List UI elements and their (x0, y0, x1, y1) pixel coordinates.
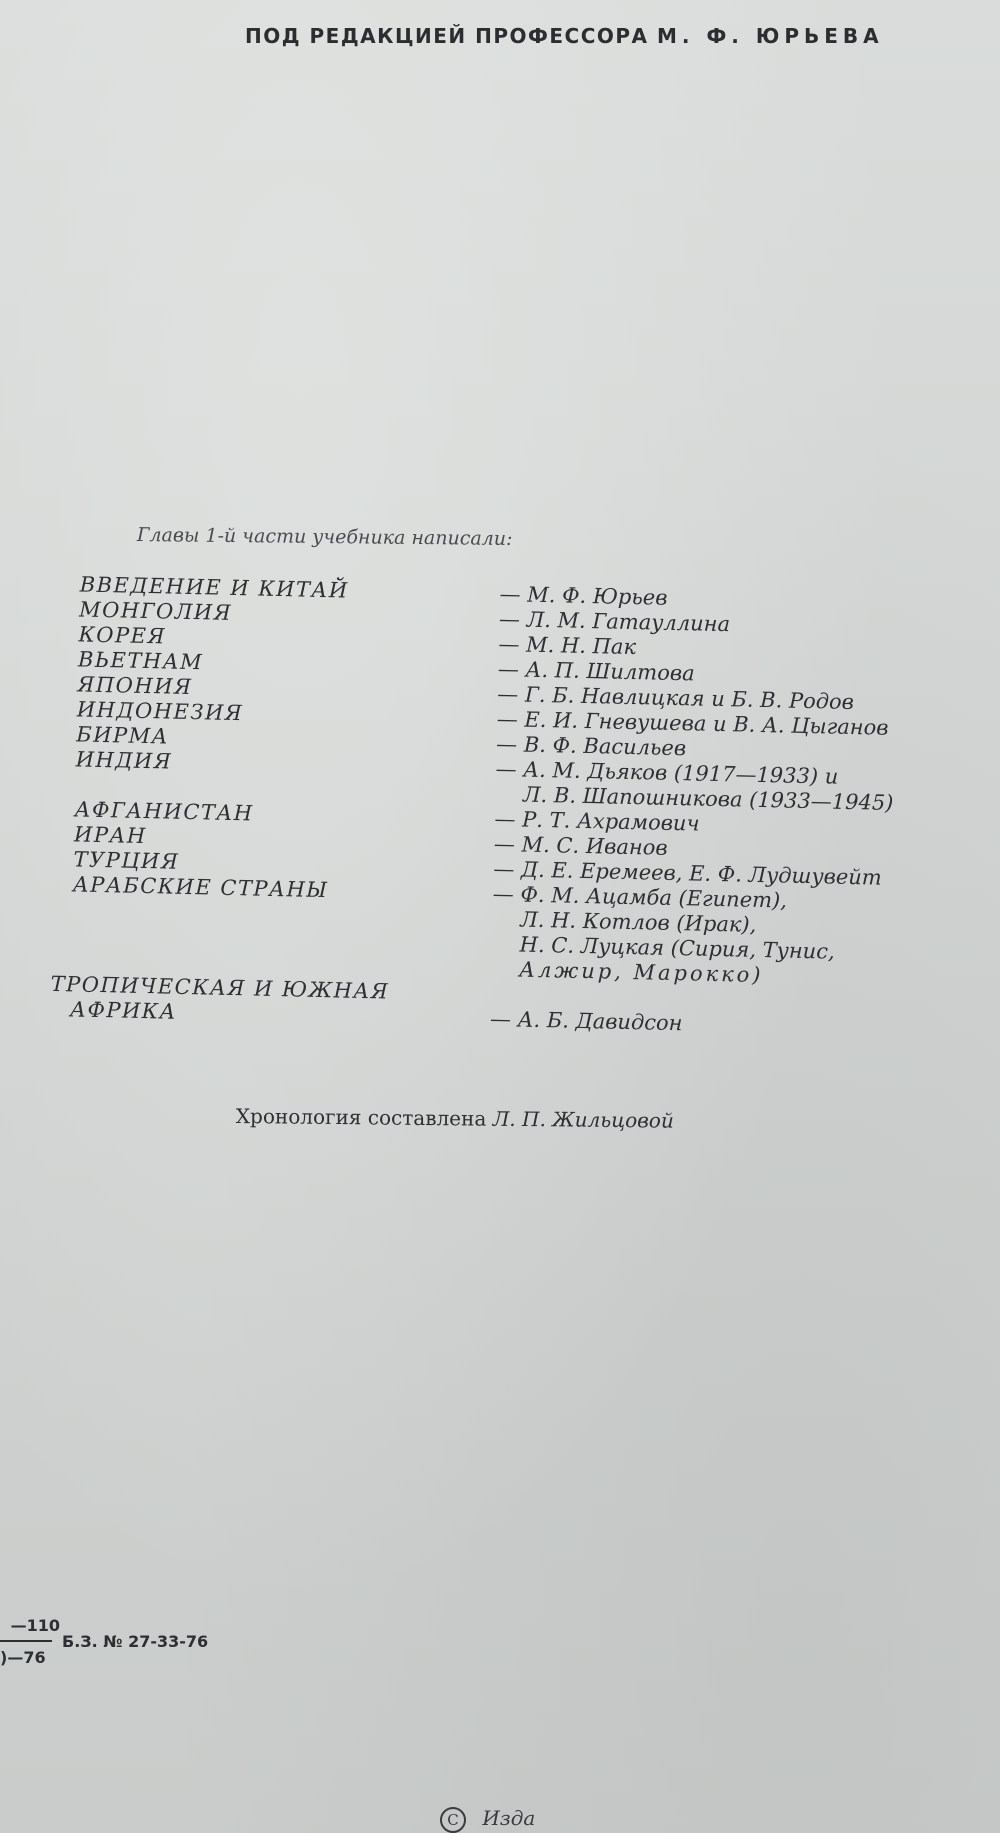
author-name: — М. Ф. Юрьев (499, 581, 668, 610)
region-label: МОНГОЛИЯ (78, 597, 233, 625)
chronology-credit (236, 1104, 674, 1133)
chronology-author: Л. П. Жильцовой (492, 1106, 674, 1133)
region-label: АФГАНИСТАН (74, 797, 254, 826)
author-name: — Е. И. Гневушева и В. А. Цыганов (496, 706, 889, 740)
region-label: КОРЕЯ (78, 622, 167, 649)
region-label: ИНДИЯ (75, 747, 173, 774)
author-name-continued: Л. Н. Котлов (Ирак), (519, 907, 757, 937)
bbk-denominator: )—76 (0, 1648, 46, 1667)
region-label: ИНДОНЕЗИЯ (76, 697, 244, 726)
bbk-fraction-line (0, 1640, 52, 1642)
region-label: БИРМА (76, 722, 170, 749)
author-name: — А. П. Шилтова (497, 656, 695, 686)
author-name: — А. Б. Давидсон (489, 1006, 683, 1036)
author-name-continued: Л. В. Шапошникова (1933—1945) (522, 782, 894, 815)
author-name-continued: Алжир, Марокко) (518, 957, 764, 988)
region-label: ТРОПИЧЕСКАЯ И ЮЖНАЯ (50, 971, 390, 1004)
author-name: — Г. Б. Навлицкая и Б. В. Родов (497, 681, 855, 715)
author-name: — Д. Е. Еремеев, Е. Ф. Лудшувейт (493, 856, 883, 890)
region-label: ТУРЦИЯ (73, 847, 180, 874)
author-name: — Ф. М. Ацамба (Египет), (492, 881, 788, 913)
editor-line (245, 24, 884, 48)
author-name: — А. М. Дьяков (1917—1933) и (495, 756, 839, 789)
author-name: — Л. М. Гатауллина (498, 606, 731, 637)
region-label: ЯПОНИЯ (77, 672, 193, 700)
authors-list (50, 572, 980, 1043)
region-label: ВВЕДЕНИЕ И КИТАЙ (79, 572, 349, 603)
editor-name: М. Ф. ЮРЬЕВА (657, 24, 884, 48)
region-label: ИРАН (73, 822, 147, 849)
copyright-icon: С (440, 1807, 466, 1833)
publisher-footer (440, 1806, 535, 1833)
author-name: — В. Ф. Васильев (495, 731, 687, 761)
editor-prefix: ПОД РЕДАКЦИЕЙ ПРОФЕССОРА (245, 24, 649, 48)
author-name: — М. С. Иванов (493, 831, 668, 860)
author-name: — М. Н. Пак (498, 631, 637, 660)
region-label: АРАБСКИЕ СТРАНЫ (72, 872, 329, 903)
bbk-code: Б.З. № 27-33-76 (62, 1632, 209, 1651)
bbk-numerator: —110 (10, 1616, 60, 1635)
region-label: ВЬЕТНАМ (77, 647, 204, 675)
chronology-text: Хронология составлена (235, 1104, 487, 1131)
author-name: — Р. Т. Ахрамович (494, 806, 700, 836)
author-name-continued: Н. С. Луцкая (Сирия, Тунис, (519, 932, 835, 964)
publisher-text: Изда (482, 1806, 536, 1830)
region-label-continued: АФРИКА (69, 997, 178, 1024)
authors-intro: Главы 1-й части учебника написали: (136, 524, 513, 550)
